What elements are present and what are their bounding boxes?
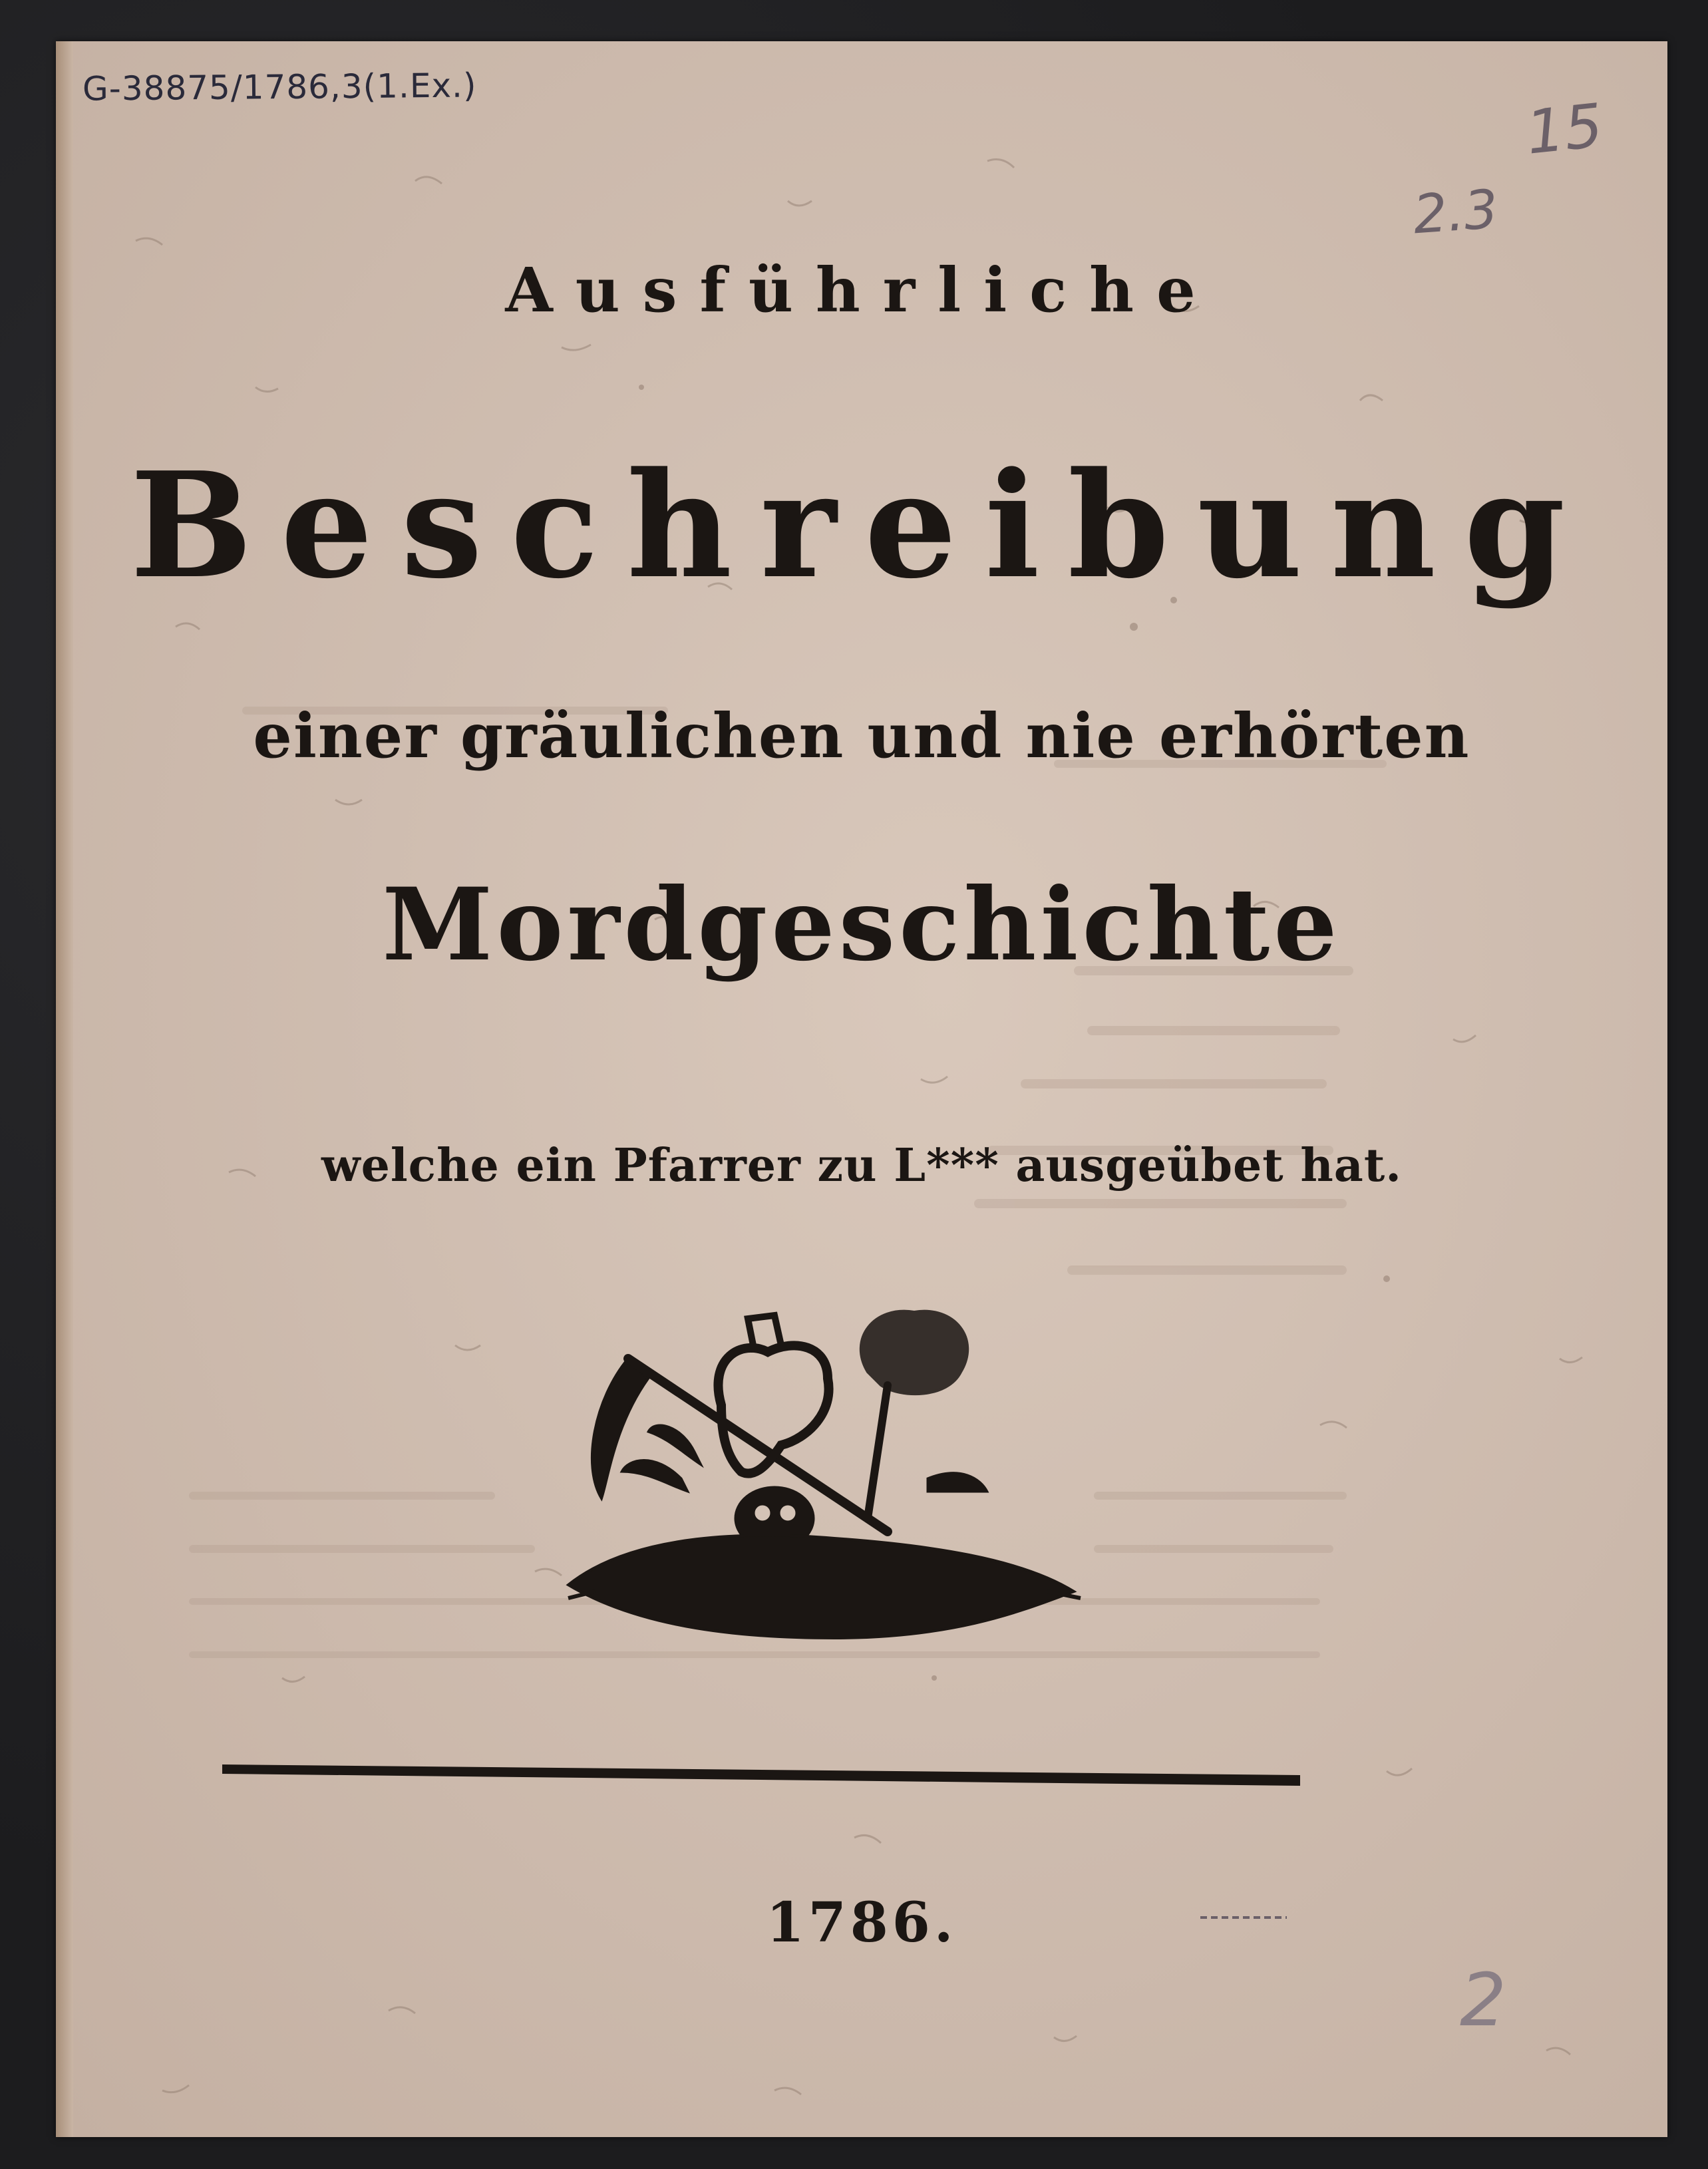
horizontal-rule <box>222 1751 1300 1791</box>
title-page <box>56 41 1667 2137</box>
library-shelfmark: G-38875/1786,3(1.Ex.) <box>82 66 477 108</box>
title-mordgeschichte: Mordgeschichte <box>382 866 1341 983</box>
subtitle-pfarrer: welche ein Pfarrer zu L*** ausgeübet hat. <box>321 1139 1402 1192</box>
pencil-annotation-bottom: 2 <box>1460 1957 1506 2043</box>
pencil-dash-mark <box>1200 1911 1287 1924</box>
publication-year: 1786. <box>766 1891 957 1955</box>
paper-fiber-texture <box>56 41 1667 2137</box>
pencil-annotation-second: 2.3 <box>1411 178 1500 246</box>
title-beschreibung: Beschreibung <box>130 440 1594 611</box>
pencil-annotation-top: 15 <box>1522 90 1606 168</box>
title-ausfuehrliche: Ausführliche <box>505 254 1218 326</box>
subtitle-graeulichen: einer gräulichen und nie erhörten <box>253 700 1470 772</box>
skull-scythe-vignette-icon <box>555 1279 1087 1651</box>
